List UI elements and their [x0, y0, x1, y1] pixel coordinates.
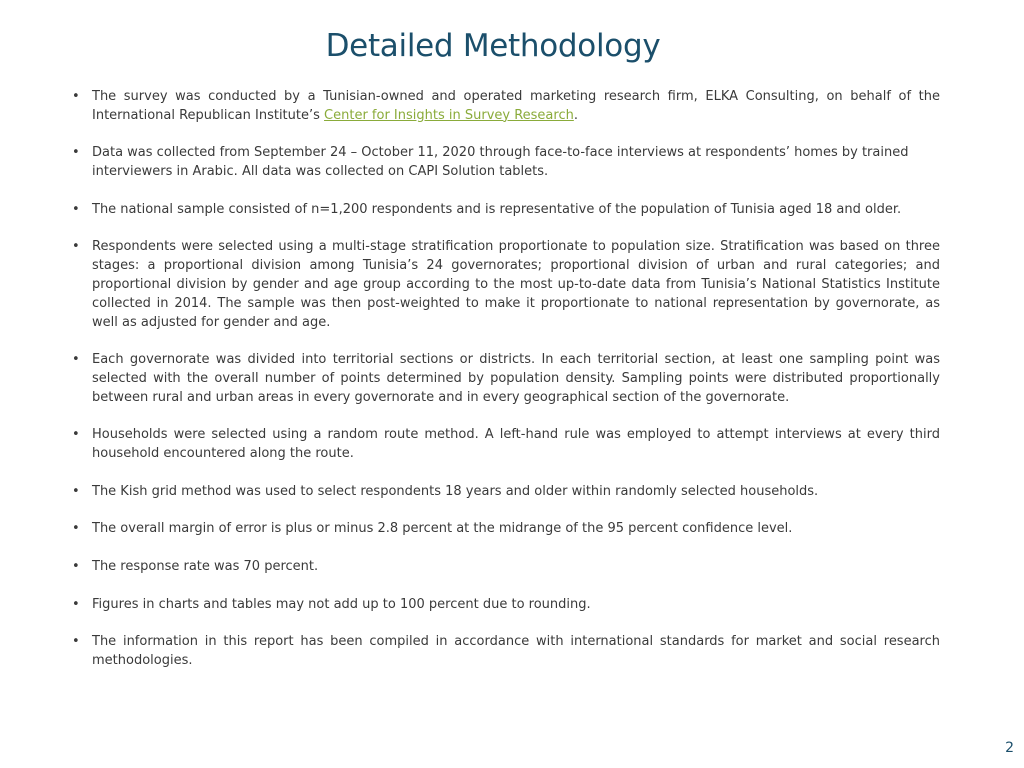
bullet-item-data-collection: [72, 144, 940, 182]
bullet-text: The information in this report has been compiled in accordance with international standards for market and social research methodologies.: [92, 634, 940, 668]
bullet-text: Respondents were selected using a multi-stage stratification proportionate to population size. Stratification was based on three stages: a proportional division among Tunisia’s 24 governorates; proportional division of urban and rural categories; and proportional division by gender and age group according to the most up-to-date data from Tunisia’s National Statistics Institute collected in 2014. The sample was then post-weighted to make it proportionate to national representation by governorate, as well as adjusted for gender and age.: [92, 239, 940, 330]
bullet-item-response-rate: [72, 558, 940, 577]
bullet-dot-icon: •: [72, 483, 80, 499]
bullet-item-stratification: [72, 238, 940, 332]
bullet-item-national-sample: [72, 201, 940, 220]
bullet-dot-icon: •: [72, 145, 80, 161]
bullet-text: The national sample consisted of n=1,200 respondents and is representative of the population of Tunisia aged 18 and older.: [92, 201, 902, 217]
bullet-dot-icon: •: [72, 239, 80, 255]
bullet-item-rounding: [72, 596, 940, 615]
bullet-dot-icon: •: [72, 352, 80, 368]
bullet-text-period: .: [573, 107, 578, 123]
bullet-dot-icon: •: [72, 558, 80, 574]
bullet-dot-icon: •: [72, 427, 80, 443]
bullet-text: Households were selected using a random route method. A left-hand rule was employed to attempt interviews at every third household encountered along the route.: [92, 427, 940, 462]
bullet-dot-icon: •: [72, 89, 80, 104]
bullet-dot-icon: •: [72, 596, 80, 612]
bullet-dot-icon: •: [72, 201, 80, 217]
cisr-link[interactable]: Center for Insights in Survey Research: [324, 107, 574, 123]
bullet-item-survey-conducted: [72, 88, 940, 126]
bullet-text: Figures in charts and tables may not add up to 100 percent due to rounding.: [92, 596, 591, 612]
bullet-dot-icon: •: [72, 521, 80, 537]
bullet-text: Each governorate was divided into territorial sections or districts. In each territorial section, at least one sampling point was selected with the overall number of points determined by population density. Sampling points were distributed proportionally between rural and urban areas in every governorate and in every geographical section of the governorate.: [92, 352, 940, 405]
page-title: Detailed Methodology: [325, 28, 661, 64]
bullet-text: The Kish grid method was used to select respondents 18 years and older within randomly selected households.: [92, 483, 819, 499]
bullet-item-kish-grid: [72, 483, 940, 502]
bullet-dot-icon: •: [72, 634, 80, 650]
bullet-item-standards: [72, 633, 940, 671]
bullet-text: Data was collected from September 24 – October 11, 2020 through face-to-face interviews at respondents’ homes by trained interviewers in Arabic. All data was collected on CAPI Solution tablets.: [92, 145, 909, 180]
bullet-item-random-route: [72, 426, 940, 464]
bullet-text: The survey was conducted by a Tunisian-owned and operated marketing research firm, ELKA Consulting, on behalf of the International Republican Institute’s: [92, 89, 940, 123]
bullet-text: The response rate was 70 percent.: [92, 558, 319, 574]
bullet-text: The overall margin of error is plus or minus 2.8 percent at the midrange of the 95 percent confidence level.: [92, 521, 793, 537]
bullet-item-governorate-sections: [72, 351, 940, 407]
bullet-item-margin-of-error: [72, 520, 940, 539]
methodology-bullet-list: [72, 88, 940, 690]
page-number: 2: [1005, 740, 1014, 756]
